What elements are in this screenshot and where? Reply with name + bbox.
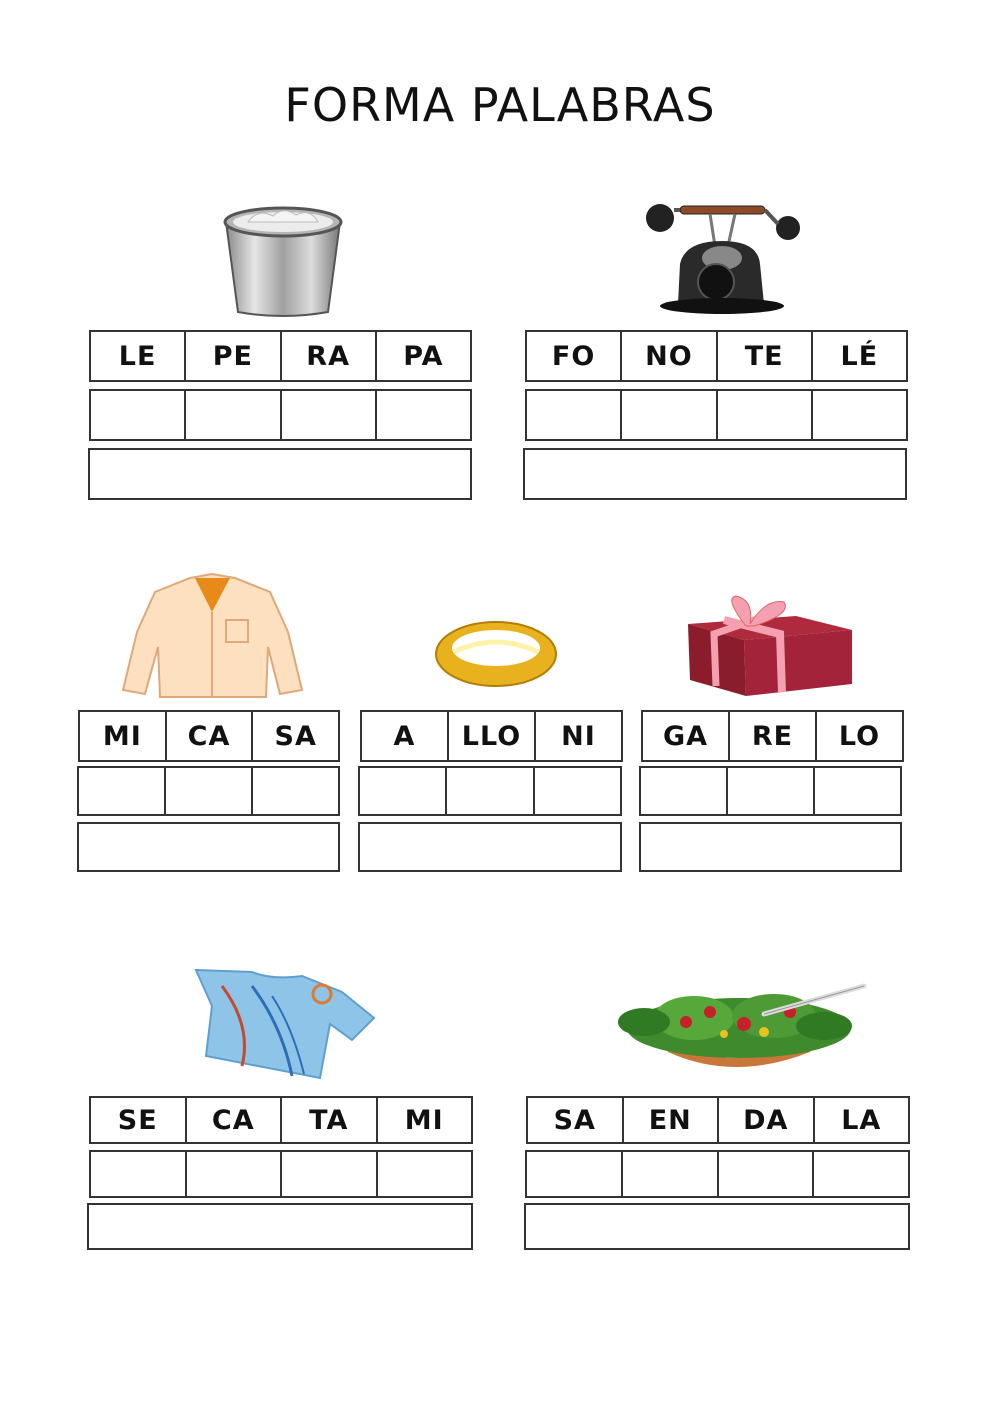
word-input[interactable] [79,824,338,870]
telephone-icon [640,196,805,320]
syllable-answer-row [525,389,908,441]
page-title: FORMA PALABRAS [284,78,716,132]
syllable-tile[interactable]: LO [817,712,902,760]
syllable-tile[interactable]: RE [730,712,817,760]
syllable-tile[interactable]: GA [643,712,730,760]
syllable-slot[interactable] [813,391,906,439]
shirt-icon [120,572,305,702]
syllable-slot[interactable] [186,391,281,439]
syllable-slot[interactable] [814,1152,908,1196]
word-input[interactable] [90,450,470,498]
syllable-input[interactable] [815,768,900,814]
syllable-answer-row [358,766,622,816]
word-input[interactable] [526,1205,908,1248]
syllable-tile[interactable]: MI [378,1098,472,1142]
syllable-slot[interactable] [622,391,717,439]
word-answer-box[interactable] [524,1203,910,1250]
syllable-tile[interactable]: FO [527,332,622,380]
syllable-input[interactable] [187,1152,281,1196]
word-input[interactable] [89,1205,471,1248]
word-answer-box[interactable] [77,822,340,872]
syllable-slot[interactable] [815,768,900,814]
syllable-slot[interactable] [91,1152,187,1196]
salad-icon [614,978,872,1076]
syllable-tile[interactable]: CA [187,1098,283,1142]
syllable-input[interactable] [360,768,445,814]
syllable-slot[interactable] [535,768,620,814]
syllable-input[interactable] [813,391,906,439]
syllable-input[interactable] [527,1152,621,1196]
syllable-slot[interactable] [166,768,253,814]
syllable-answer-row [77,766,340,816]
syllable-tile[interactable]: LE [91,332,186,380]
syllable-input[interactable] [377,391,470,439]
syllable-tile[interactable]: TA [282,1098,378,1142]
syllable-row [78,710,340,762]
word-input[interactable] [360,824,620,870]
syllable-input[interactable] [186,391,279,439]
syllable-answer-row [525,1150,910,1198]
syllable-input[interactable] [282,1152,376,1196]
gift-icon [684,594,856,698]
syllable-input[interactable] [527,391,620,439]
word-answer-box[interactable] [358,822,622,872]
syllable-answer-row [89,1150,473,1198]
syllable-tile[interactable]: LÉ [813,332,906,380]
syllable-slot[interactable] [623,1152,719,1196]
syllable-tile[interactable]: CA [167,712,254,760]
syllable-tile[interactable]: LLO [449,712,536,760]
syllable-answer-row [89,389,472,441]
word-answer-box[interactable] [523,448,907,500]
syllable-slot[interactable] [282,1152,378,1196]
syllable-tile[interactable]: PE [186,332,281,380]
syllable-input[interactable] [166,768,251,814]
syllable-tile[interactable]: RA [282,332,377,380]
syllable-input[interactable] [641,768,726,814]
syllable-tile[interactable]: NO [622,332,717,380]
syllable-input[interactable] [253,768,338,814]
syllable-input[interactable] [91,391,184,439]
syllable-slot[interactable] [641,768,728,814]
syllable-input[interactable] [282,391,375,439]
syllable-tile[interactable]: NI [536,712,621,760]
syllable-answer-row [639,766,902,816]
word-input[interactable] [641,824,900,870]
syllable-slot[interactable] [718,391,813,439]
trash-bin-icon [218,200,348,318]
syllable-input[interactable] [535,768,620,814]
syllable-slot[interactable] [253,768,338,814]
syllable-tile[interactable]: TE [718,332,813,380]
word-answer-box[interactable] [639,822,902,872]
syllable-slot[interactable] [527,391,622,439]
syllable-row [641,710,904,762]
syllable-row [525,330,908,382]
syllable-row [89,1096,473,1144]
syllable-input[interactable] [718,391,811,439]
syllable-input[interactable] [623,1152,717,1196]
syllable-slot[interactable] [447,768,534,814]
syllable-tile[interactable]: MI [80,712,167,760]
syllable-slot[interactable] [79,768,166,814]
syllable-slot[interactable] [377,391,470,439]
syllable-input[interactable] [378,1152,472,1196]
word-input[interactable] [525,450,905,498]
syllable-tile[interactable]: SA [253,712,338,760]
syllable-slot[interactable] [282,391,377,439]
syllable-input[interactable] [814,1152,908,1196]
syllable-slot[interactable] [728,768,815,814]
syllable-tile[interactable]: SA [528,1098,624,1142]
syllable-slot[interactable] [360,768,447,814]
syllable-tile[interactable]: LA [815,1098,909,1142]
syllable-input[interactable] [79,768,164,814]
word-answer-box[interactable] [88,448,472,500]
syllable-input[interactable] [728,768,813,814]
syllable-row [89,330,472,382]
syllable-row [360,710,623,762]
syllable-tile[interactable]: DA [719,1098,815,1142]
syllable-input[interactable] [622,391,715,439]
syllable-input[interactable] [719,1152,813,1196]
syllable-slot[interactable] [187,1152,283,1196]
t-shirt-icon [192,966,378,1084]
word-answer-box[interactable] [87,1203,473,1250]
syllable-slot[interactable] [719,1152,815,1196]
syllable-slot[interactable] [91,391,186,439]
syllable-tile[interactable]: SE [91,1098,187,1142]
syllable-tile[interactable]: PA [377,332,470,380]
syllable-row [526,1096,910,1144]
syllable-input[interactable] [447,768,532,814]
syllable-tile[interactable]: A [362,712,449,760]
syllable-tile[interactable]: EN [624,1098,720,1142]
syllable-slot[interactable] [378,1152,472,1196]
syllable-input[interactable] [91,1152,185,1196]
syllable-slot[interactable] [527,1152,623,1196]
ring-icon [432,612,560,692]
